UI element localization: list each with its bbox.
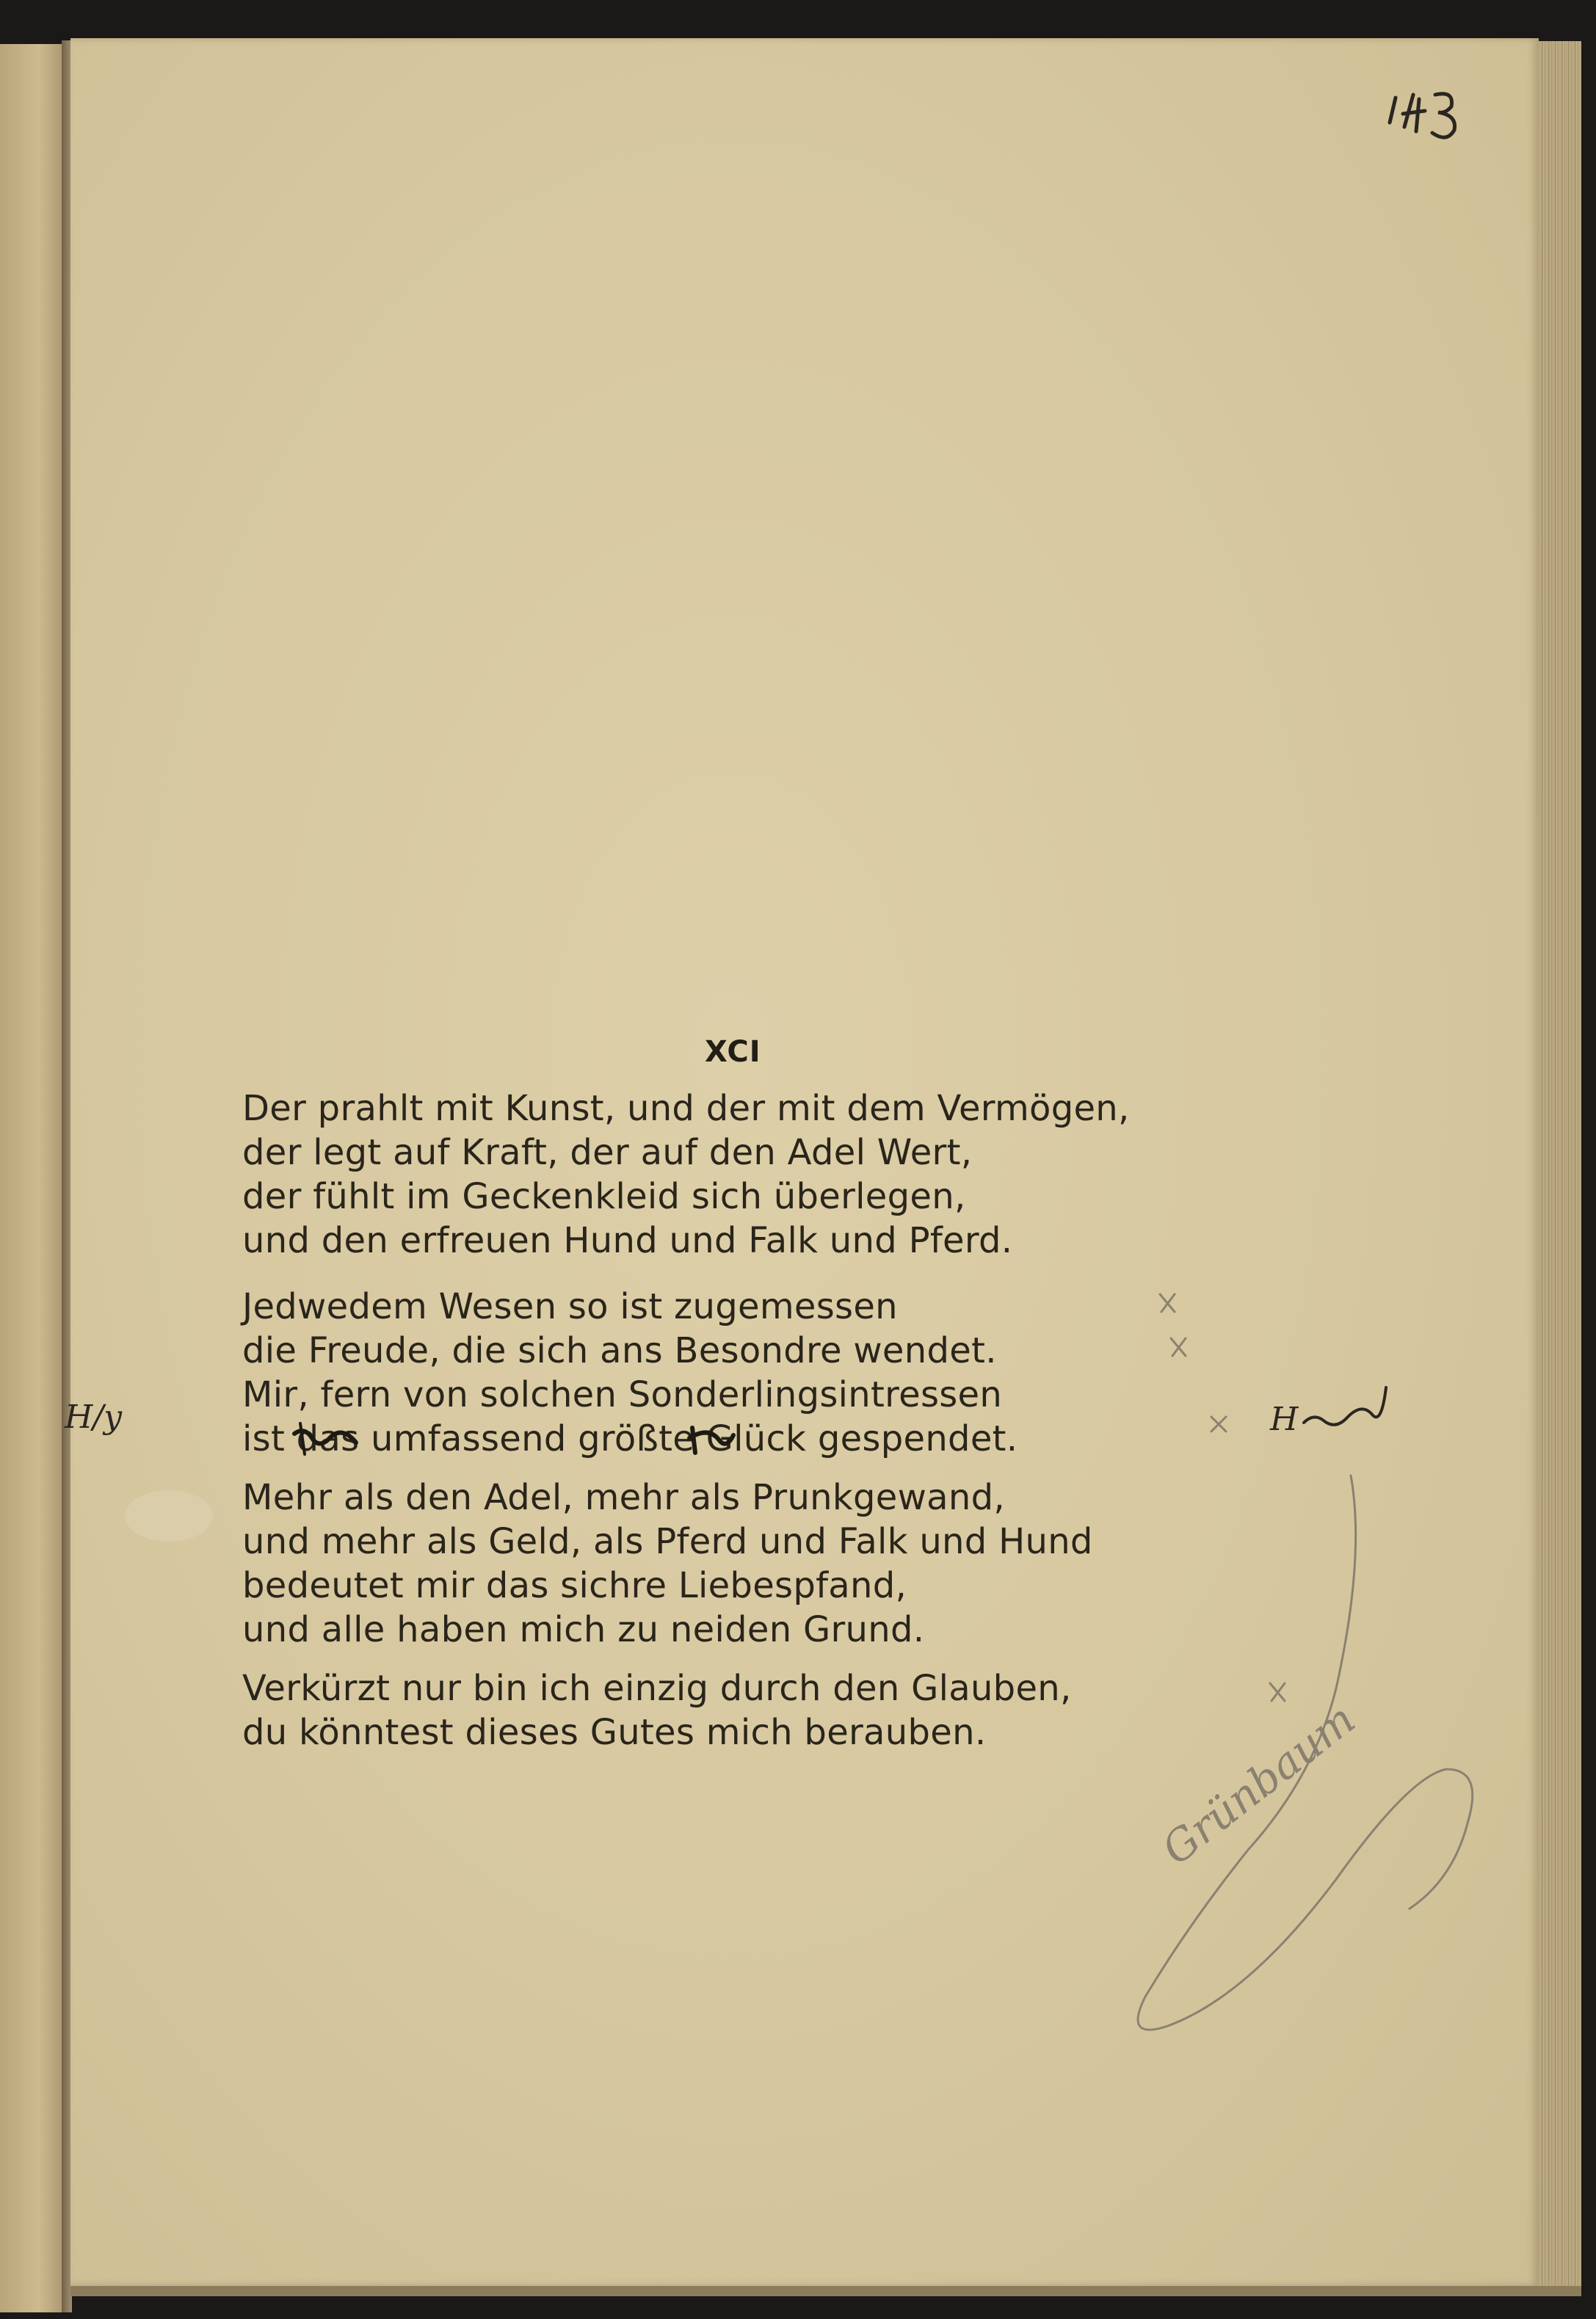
pencil-x-mark (1204, 1409, 1233, 1439)
poem-line: der legt auf Kraft, der auf den Adel Wert, (242, 1132, 973, 1173)
poem-line: Der prahlt mit Kunst, und der mit dem Vermögen, (242, 1088, 1130, 1129)
poem-line: bedeutet mir das sichre Liebespfand, (242, 1565, 907, 1606)
stanza-2 (242, 1285, 1307, 1461)
stanza-1 (242, 1086, 1307, 1263)
poem-line: ist das umfassend größte Glück gespendet. (242, 1418, 1018, 1459)
handwritten-page-number (1384, 84, 1487, 150)
pencil-signature-stroke (1101, 1468, 1512, 2129)
pencil-signature: Grünbaum (1153, 1694, 1365, 1875)
pencil-x-mark (1153, 1288, 1182, 1318)
poem-line: Mir, fern von solchen Sonderlingsintressen (242, 1374, 1003, 1415)
ink-correction-mark (290, 1420, 378, 1457)
margin-note-right: H (1270, 1401, 1299, 1438)
ink-correction-mark (686, 1420, 738, 1457)
paper-smudge (125, 1490, 213, 1542)
margin-note-left: H/y (65, 1398, 123, 1436)
poem-line: Mehr als den Adel, mehr als Prunkgewand, (242, 1477, 1005, 1518)
margin-note-flourish (1299, 1380, 1395, 1439)
poem-line: und alle haben mich zu neiden Grund. (242, 1609, 925, 1650)
poem-line: der fühlt im Geckenkleid sich überlegen, (242, 1176, 966, 1217)
poem-line: die Freude, die sich ans Besondre wendet. (242, 1330, 997, 1371)
poem-line: und mehr als Geld, als Pferd und Falk und Hund (242, 1521, 1093, 1562)
poem-title: XCI (705, 1035, 761, 1069)
page-edges-stack (1539, 41, 1581, 2286)
page-bottom-edge (70, 2286, 1581, 2296)
pencil-x-mark (1164, 1332, 1193, 1362)
poem-line: du könntest dieses Gutes mich berauben. (242, 1712, 987, 1753)
poem-line: und den erfreuen Hund und Falk und Pferd. (242, 1220, 1013, 1261)
poem-line: Jedwedem Wesen so ist zugemessen (242, 1286, 898, 1327)
facing-page-edge (0, 44, 65, 2312)
poem-line: Verkürzt nur bin ich einzig durch den Glauben, (242, 1668, 1072, 1709)
